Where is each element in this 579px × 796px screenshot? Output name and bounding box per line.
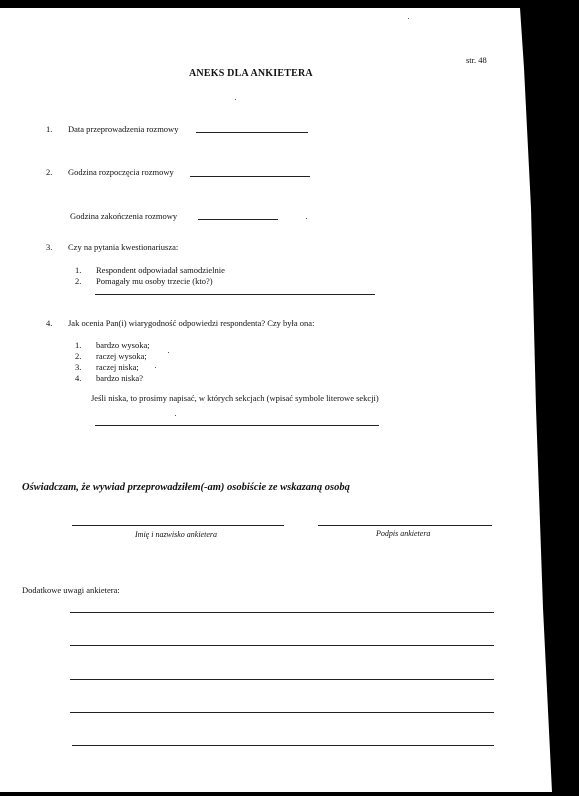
- q3-who-line[interactable]: [95, 294, 375, 295]
- q4-option-text: raczej niska;: [96, 362, 139, 372]
- q2-end-line[interactable]: [198, 219, 278, 220]
- notes-line[interactable]: [70, 712, 494, 713]
- scan-speck: [155, 367, 156, 368]
- q2-number: 2.: [46, 167, 53, 177]
- q1-number: 1.: [46, 124, 53, 134]
- q3-label: Czy na pytania kwestionariusza:: [68, 242, 179, 252]
- notes-line[interactable]: [70, 645, 494, 646]
- q3-number: 3.: [46, 242, 53, 252]
- scan-speck: [168, 352, 169, 353]
- q4-number: 4.: [46, 318, 53, 328]
- q4-option-text: raczej wysoka;: [96, 351, 147, 361]
- q1-answer-line[interactable]: [196, 132, 308, 133]
- page-number: str. 48: [466, 55, 487, 65]
- q4-option-number: 1.: [75, 340, 82, 350]
- q4-sections-line[interactable]: [95, 425, 379, 426]
- notes-line[interactable]: [70, 612, 494, 613]
- q2-end-label: Godzina zakończenia rozmowy: [70, 211, 178, 221]
- q4-option-number: 4.: [75, 373, 82, 383]
- notes-line[interactable]: [70, 679, 494, 680]
- scan-speck: [235, 99, 236, 100]
- q4-option-number: 2.: [75, 351, 82, 361]
- signature-caption: Podpis ankietera: [376, 529, 431, 538]
- q4-option-text: bardzo niska?: [96, 373, 143, 383]
- q3-option-number: 2.: [75, 276, 82, 286]
- notes-line[interactable]: [72, 745, 494, 746]
- q4-followup: Jeśli niska, to prosimy napisać, w których sekcjach (wpisać symbole literowe sekcji): [91, 393, 379, 403]
- scan-speck: [306, 218, 307, 219]
- q1-label: Data przeprowadzenia rozmowy: [68, 124, 179, 134]
- declaration-text: Oświadczam, że wywiad przeprowadziłem(-am) osobiście ze wskazaną osobą: [22, 482, 350, 493]
- signature-line[interactable]: [318, 525, 492, 526]
- q2-start-line[interactable]: [190, 176, 310, 177]
- q4-option-text: bardzo wysoka;: [96, 340, 150, 350]
- notes-label: Dodatkowe uwagi ankietera:: [22, 585, 120, 595]
- q3-option-text: Pomagały mu osoby trzecie (kto?): [96, 276, 213, 286]
- page-title: ANEKS DLA ANKIETERA: [189, 68, 313, 79]
- q2-label: Godzina rozpoczęcia rozmowy: [68, 167, 174, 177]
- name-line[interactable]: [72, 525, 284, 526]
- q3-option-text: Respondent odpowiadał samodzielnie: [96, 265, 225, 275]
- scan-speck: [408, 18, 409, 19]
- q4-label: Jak ocenia Pan(i) wiarygodność odpowiedzi respondenta? Czy była ona:: [68, 318, 315, 328]
- name-caption: Imię i nazwisko ankietera: [135, 530, 217, 539]
- q4-option-number: 3.: [75, 362, 82, 372]
- scan-speck: [175, 415, 176, 416]
- q3-option-number: 1.: [75, 265, 82, 275]
